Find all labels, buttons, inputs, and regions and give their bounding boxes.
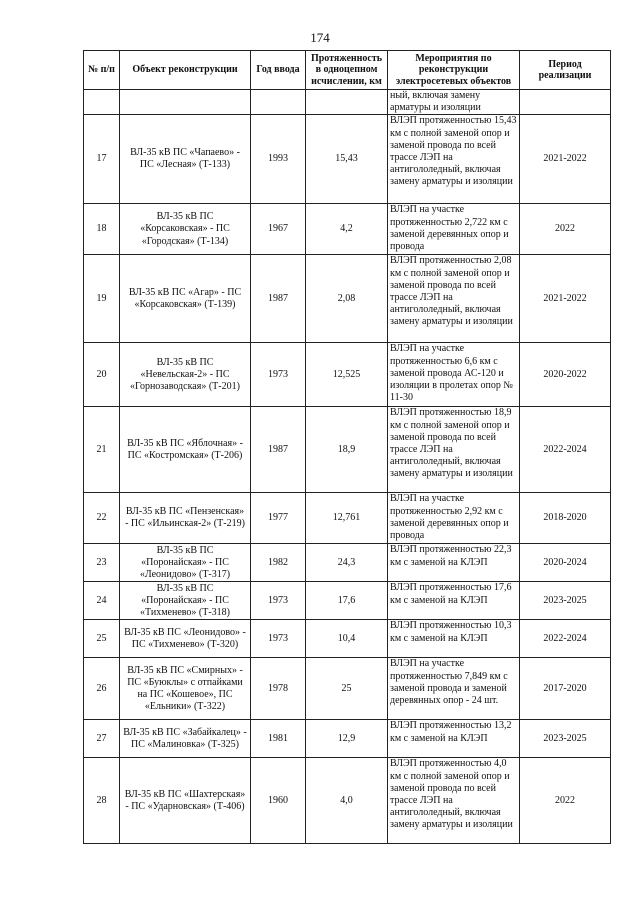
- cell-num: 24: [84, 582, 120, 620]
- cell-measures: ВЛЭП протяженностью 2,08 км с полной заменой опор и заменой провода по всей трассе ЛЭП на антигололедный, включая замену арматуры и изоляции: [388, 255, 520, 343]
- cell-period: 2022: [520, 758, 611, 844]
- cell-num: [84, 90, 120, 115]
- cell-num: 27: [84, 720, 120, 758]
- header-length: Протяженность в одноцепном исчислении, км: [306, 51, 388, 90]
- cell-period: 2022-2024: [520, 407, 611, 493]
- cell-num: 20: [84, 343, 120, 407]
- table-row: [84, 255, 611, 343]
- table-row: [84, 204, 611, 255]
- cell-year: 1993: [251, 115, 306, 204]
- cell-object: ВЛ-35 кВ ПС «Агар» - ПС «Корсаковская» (Т-139): [120, 255, 251, 343]
- table-row-continuation: [84, 90, 611, 115]
- cell-year: 1973: [251, 620, 306, 658]
- cell-object: ВЛ-35 кВ ПС «Леонидово» - ПС «Тихменево» (Т-320): [120, 620, 251, 658]
- cell-num: 25: [84, 620, 120, 658]
- page-number: 174: [310, 30, 330, 45]
- cell-period: [520, 90, 611, 115]
- cell-measures: ный, включая замену арматуры и изоляции: [388, 90, 520, 115]
- cell-num: 21: [84, 407, 120, 493]
- cell-object: ВЛ-35 кВ ПС «Смирных» - ПС «Буюклы» с отпайками на ПС «Кошевое», ПС «Ельники» (Т-322): [120, 658, 251, 720]
- header-measures: Мероприятия по реконструкции электросетевых объектов: [388, 51, 520, 90]
- cell-num: 19: [84, 255, 120, 343]
- cell-object: ВЛ-35 кВ ПС «Поронайская» - ПС «Тихменево» (Т-318): [120, 582, 251, 620]
- cell-length: 2,08: [306, 255, 388, 343]
- cell-year: [251, 90, 306, 115]
- cell-year: 1973: [251, 343, 306, 407]
- cell-object: ВЛ-35 кВ ПС «Чапаево» - ПС «Лесная» (Т-133): [120, 115, 251, 204]
- cell-year: 1960: [251, 758, 306, 844]
- cell-period: 2021-2022: [520, 255, 611, 343]
- table-header-row: [84, 51, 611, 90]
- cell-period: 2020-2024: [520, 544, 611, 582]
- cell-year: 1967: [251, 204, 306, 255]
- table-row: [84, 544, 611, 582]
- cell-period: 2021-2022: [520, 115, 611, 204]
- cell-measures: ВЛЭП протяженностью 18,9 км с полной заменой опор и заменой провода по всей трассе ЛЭП на антигололедный, включая замену арматуры и изоляции: [388, 407, 520, 493]
- header-period: Период реализации: [520, 51, 611, 90]
- table-row: [84, 493, 611, 544]
- cell-length: 12,525: [306, 343, 388, 407]
- cell-measures: ВЛЭП на участке протяженностью 2,92 км с заменой деревянных опор и провода: [388, 493, 520, 544]
- cell-object: ВЛ-35 кВ ПС «Забайкалец» - ПС «Малиновка» (Т-325): [120, 720, 251, 758]
- cell-measures: ВЛЭП на участке протяженностью 6,6 км с заменой провода АС-120 и изоляции в пролетах опор № 11-30: [388, 343, 520, 407]
- cell-measures: ВЛЭП на участке протяженностью 7,849 км с заменой провода и заменой деревянных опор - 24 шт.: [388, 658, 520, 720]
- cell-num: 28: [84, 758, 120, 844]
- cell-length: 10,4: [306, 620, 388, 658]
- cell-length: 12,9: [306, 720, 388, 758]
- cell-year: 1987: [251, 255, 306, 343]
- cell-year: 1981: [251, 720, 306, 758]
- table-row: [84, 343, 611, 407]
- cell-measures: ВЛЭП протяженностью 10,3 км с заменой на КЛЭП: [388, 620, 520, 658]
- cell-num: 22: [84, 493, 120, 544]
- cell-length: 18,9: [306, 407, 388, 493]
- cell-measures: ВЛЭП протяженностью 15,43 км с полной заменой опор и заменой провода по всей трассе ЛЭП на антигололедный, включая замену арматуры и изоляции: [388, 115, 520, 204]
- header-year: Год ввода: [251, 51, 306, 90]
- table-row: [84, 582, 611, 620]
- cell-period: 2023-2025: [520, 720, 611, 758]
- cell-object: [120, 90, 251, 115]
- cell-object: ВЛ-35 кВ ПС «Пензенская» - ПС «Ильинская-2» (Т-219): [120, 493, 251, 544]
- cell-measures: ВЛЭП протяженностью 22,3 км с заменой на КЛЭП: [388, 544, 520, 582]
- cell-length: 17,6: [306, 582, 388, 620]
- cell-year: 1982: [251, 544, 306, 582]
- header-object: Объект реконструкции: [120, 51, 251, 90]
- cell-year: 1977: [251, 493, 306, 544]
- cell-object: ВЛ-35 кВ ПС «Поронайская» - ПС «Леонидово» (Т-317): [120, 544, 251, 582]
- cell-length: [306, 90, 388, 115]
- cell-length: 4,2: [306, 204, 388, 255]
- cell-year: 1987: [251, 407, 306, 493]
- header-num: № п/п: [84, 51, 120, 90]
- cell-measures: ВЛЭП протяженностью 4,0 км с полной заменой опор и заменой провода по всей трассе ЛЭП на антигололедный, включая замену арматуры и изоляции: [388, 758, 520, 844]
- cell-length: 12,761: [306, 493, 388, 544]
- cell-object: ВЛ-35 кВ ПС «Яблочная» - ПС «Костромская» (Т-206): [120, 407, 251, 493]
- table-row: [84, 720, 611, 758]
- table-row: [84, 115, 611, 204]
- reconstruction-table: [83, 50, 611, 844]
- cell-num: 17: [84, 115, 120, 204]
- cell-object: ВЛ-35 кВ ПС «Корсаковская» - ПС «Городская» (Т-134): [120, 204, 251, 255]
- cell-length: 4,0: [306, 758, 388, 844]
- cell-period: 2022: [520, 204, 611, 255]
- cell-num: 23: [84, 544, 120, 582]
- cell-length: 24,3: [306, 544, 388, 582]
- cell-period: 2022-2024: [520, 620, 611, 658]
- cell-period: 2018-2020: [520, 493, 611, 544]
- cell-period: 2023-2025: [520, 582, 611, 620]
- table-row: [84, 658, 611, 720]
- table-row: [84, 758, 611, 844]
- cell-length: 25: [306, 658, 388, 720]
- cell-measures: ВЛЭП на участке протяженностью 2,722 км с заменой деревянных опор и провода: [388, 204, 520, 255]
- cell-length: 15,43: [306, 115, 388, 204]
- cell-num: 18: [84, 204, 120, 255]
- cell-period: 2020-2022: [520, 343, 611, 407]
- cell-year: 1973: [251, 582, 306, 620]
- cell-measures: ВЛЭП протяженностью 17,6 км с заменой на КЛЭП: [388, 582, 520, 620]
- table-row: [84, 620, 611, 658]
- cell-year: 1978: [251, 658, 306, 720]
- cell-object: ВЛ-35 кВ ПС «Шахтерская» - ПС «Ударновская» (Т-406): [120, 758, 251, 844]
- cell-measures: ВЛЭП протяженностью 13,2 км с заменой на КЛЭП: [388, 720, 520, 758]
- table-row: [84, 407, 611, 493]
- cell-object: ВЛ-35 кВ ПС «Невельская-2» - ПС «Горнозаводская» (Т-201): [120, 343, 251, 407]
- cell-period: 2017-2020: [520, 658, 611, 720]
- cell-num: 26: [84, 658, 120, 720]
